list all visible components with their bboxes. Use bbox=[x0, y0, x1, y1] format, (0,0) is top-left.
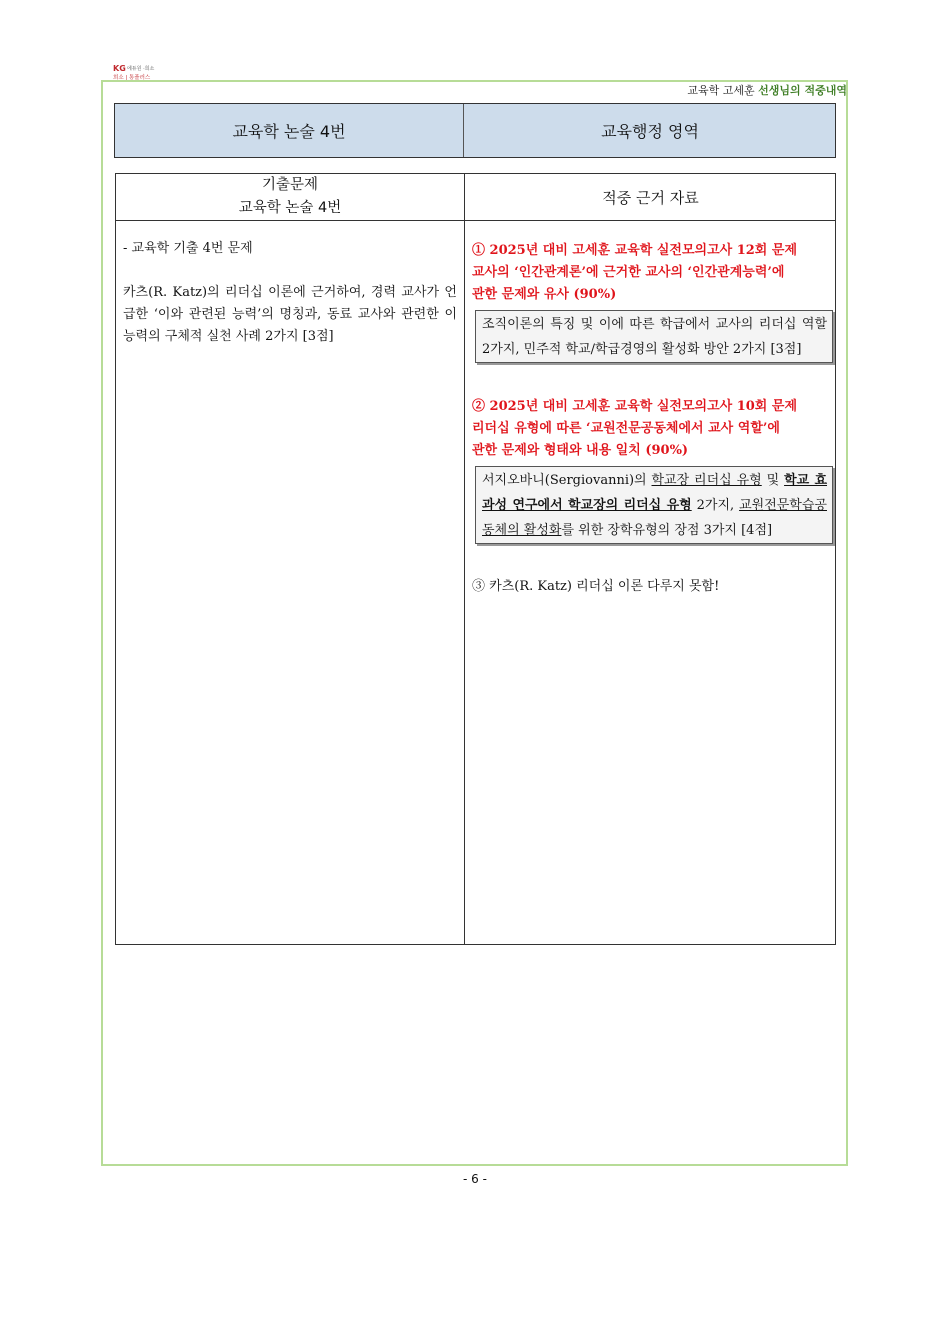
running-header bbox=[687, 82, 847, 98]
match-1-question-text: 조직이론의 특징 및 이에 따른 학급에서 교사의 리더십 역할 2가지, 민주적 학교/학급경영의 활성화 방안 2가지 [3점] bbox=[482, 317, 827, 357]
match-2-line2: 리더십 유형에 따른 ‘교원전문공동체에서 교사 역할’에 bbox=[472, 421, 780, 436]
title-area: 교육행정 영역 bbox=[601, 122, 699, 141]
logo-subtitle: 에듀원 ·희소 bbox=[127, 66, 155, 72]
match-3-note: ③ 카츠(R. Katz) 리더십 이론 다루지 못함! bbox=[472, 579, 720, 594]
box2-part-d: 학교 효과성 연구에서 학교장의 리더십 유형 bbox=[482, 473, 828, 513]
exam-item-label: - 교육학 기출 4번 문제 bbox=[123, 241, 253, 256]
match-2-question-box bbox=[475, 466, 833, 544]
page-number: - 6 - bbox=[463, 1172, 487, 1186]
box2-part-f: 교원전문학습공동체의 활성화 bbox=[482, 498, 827, 538]
box2-part-a: 서지오바니(Sergiovanni)의 bbox=[482, 473, 652, 488]
match-2-line1: ② 2025년 대비 고세훈 교육학 실전모의고사 10회 문제 bbox=[472, 399, 797, 414]
match-2-line3: 관한 문제와 형태와 내용 일치 (90%) bbox=[472, 443, 689, 458]
header-prefix: 교육학 고세훈 bbox=[687, 84, 759, 97]
exam-question-text: 카츠(R. Katz)의 리더십 이론에 근거하여, 경력 교사가 언급한 ‘이와 관련된 능력’의 명칭과, 동료 교사와 관련한 이 능력의 구체적 실천 사례 2가지 [3점] bbox=[123, 285, 457, 344]
header-divider bbox=[116, 220, 835, 221]
column-divider bbox=[464, 174, 465, 944]
column-header-exam bbox=[116, 174, 464, 220]
column-header-evidence: 적중 근거 자료 bbox=[602, 188, 699, 207]
exam-question-cell bbox=[123, 238, 457, 348]
column-header-exam-line1: 기출문제 bbox=[261, 177, 319, 193]
logo-kg: KG bbox=[113, 64, 126, 73]
match-1-line3: 관한 문제와 유사 (90%) bbox=[472, 287, 617, 302]
box2-part-b: 학교장 리더십 유형 bbox=[651, 473, 762, 488]
header-suffix: 선생님의 적중내역 bbox=[758, 84, 847, 97]
match-1-line1: ① 2025년 대비 고세훈 교육학 실전모의고사 12회 문제 bbox=[472, 243, 797, 258]
box2-part-e: 2가지, bbox=[691, 498, 740, 513]
evidence-cell bbox=[472, 240, 830, 598]
column-header-exam-line2: 교육학 논술 4번 bbox=[238, 200, 342, 216]
title-subject: 교육학 논술 4번 bbox=[115, 104, 464, 157]
comparison-table bbox=[115, 173, 836, 945]
match-1-question-box bbox=[475, 310, 833, 363]
box2-part-g: 를 위한 장학유형의 장점 3가지 [4점] bbox=[561, 523, 773, 538]
box2-part-c: 및 bbox=[761, 473, 785, 488]
match-1-line2: 교사의 ‘인간관계론’에 근거한 교사의 ‘인간관계능력’에 bbox=[472, 265, 785, 280]
section-title-table bbox=[114, 103, 836, 158]
logo-brand: 희소 | 통플러스 bbox=[113, 75, 151, 81]
match-1-heading bbox=[472, 240, 830, 306]
match-2-heading bbox=[472, 396, 830, 462]
match-2-question-text bbox=[482, 468, 827, 543]
